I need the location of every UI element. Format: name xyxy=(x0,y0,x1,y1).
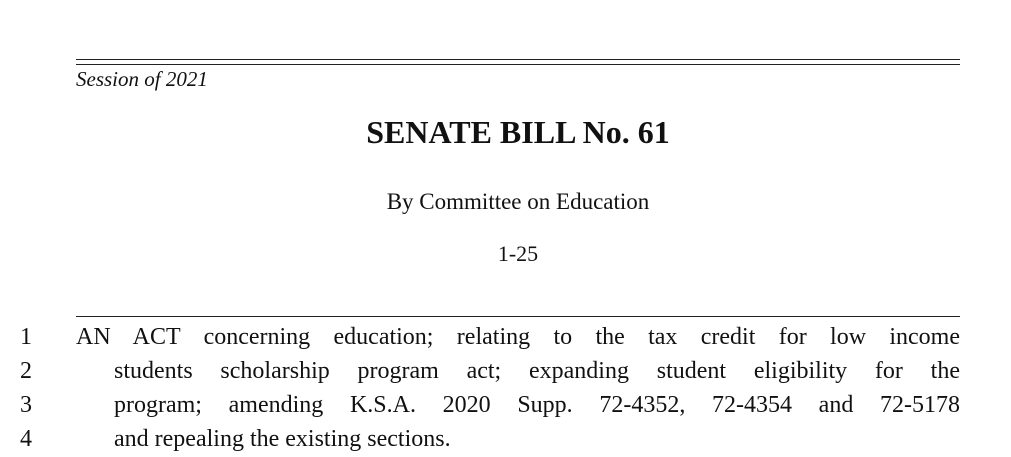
act-line: program; amending K.S.A. 2020 Supp. 72-4352, 72-4354 and 72-5178 xyxy=(114,392,960,418)
act-line: students scholarship program act; expanding student eligibility for the xyxy=(114,358,960,384)
line-number: 4 xyxy=(20,426,32,452)
sponsor-line: By Committee on Education xyxy=(386,189,650,214)
top-rule-upper xyxy=(76,59,960,62)
top-rule-lower xyxy=(76,64,960,65)
line-number: 2 xyxy=(20,358,32,384)
act-line: AN ACT concerning education; relating to the tax credit for low income xyxy=(76,324,960,350)
introduction-date: 1-25 xyxy=(497,241,539,266)
line-number: 1 xyxy=(20,324,32,350)
section-rule xyxy=(76,316,960,317)
bill-title: SENATE BILL No. 61 xyxy=(366,114,670,150)
act-line: and repealing the existing sections. xyxy=(114,426,451,452)
line-number: 3 xyxy=(20,392,32,418)
session-label: Session of 2021 xyxy=(76,67,208,91)
